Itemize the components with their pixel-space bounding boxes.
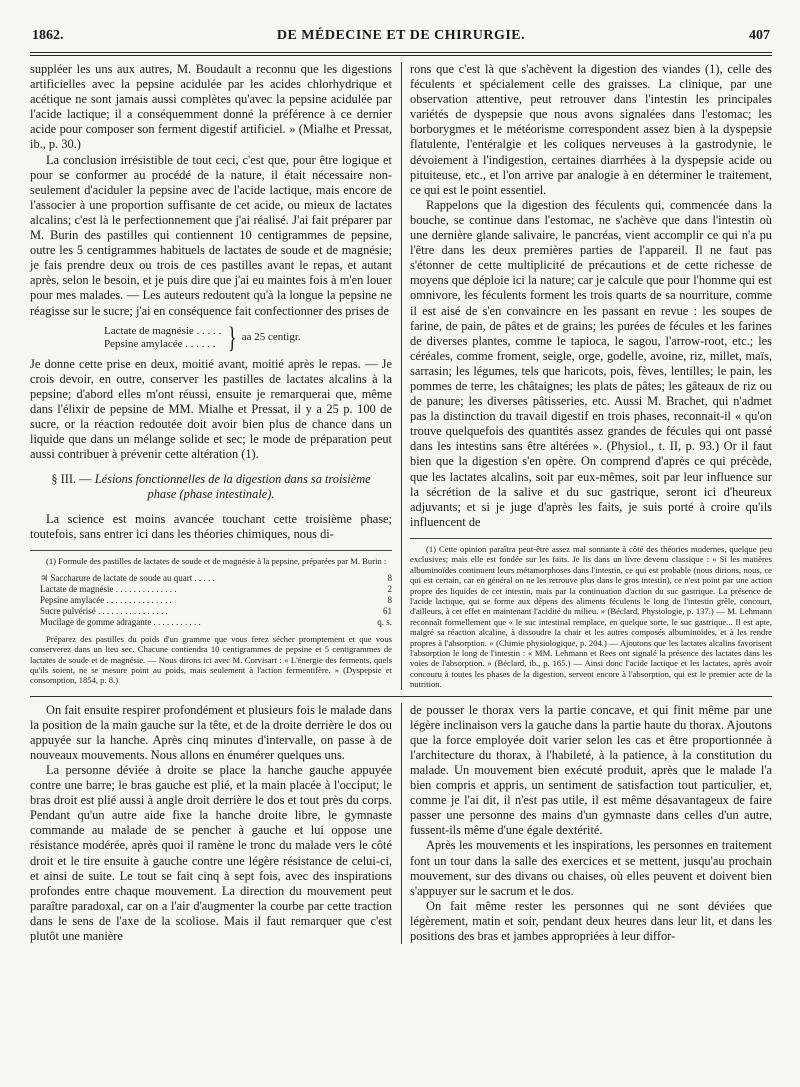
brace-glyph: } bbox=[228, 320, 237, 354]
column-divider bbox=[401, 703, 402, 945]
left-column-top bbox=[30, 62, 392, 690]
recipe-row: ♃ Saccharure de lactate de soude au quart . . . . . 8 bbox=[40, 572, 392, 583]
section-divider-rule bbox=[30, 696, 772, 697]
paragraph: suppléer les uns aux autres, M. Boudault a reconnu que les digestions artificielles avec la pepsine acidulée par les acides chlorhydrique et acétique ne sont jamais aussi complètes qu'avec la pepsine acidulée par l'acide lactique; il a conséquemment donné la préférence à ce dernier acide pour composer son ferment digestif artificiel. » (Mialhe et Pressat, ib., p. 30.) bbox=[30, 62, 392, 152]
recipe-row: Mucilage de gomme adragante . . . . . . . . . . . q. s. bbox=[40, 616, 392, 627]
footnote-intro: (1) Formule des pastilles de lactates de soude et de magnésie à la pepsine, préparées par M. Burin : bbox=[46, 556, 387, 567]
paragraph: Rappelons que la digestion des féculents qui, commencée dans la bouche, se continue dans l'estomac, ne s'achève que dans l'intestin où une dernière glande salivaire, le pancréas, vient accomplir ce qui n'a pu l'être dans les deux premières parties de l'appareil. Il ne faut pas s'étonner de cette multiplicité de précautions et de cette richesse de moyens que déploie ici la nature; car je calcule que pour l'homme qui est omnivore, les féculents forment les trois quarts de sa nourriture, comme il est aisé de s'en convaincre en les passant en revue : les soupes de farine, de pain, de pâtes et de grains; les purées de fécules et les farines de diverses plantes, comme le tapioca, le sagou, l'arrow-root, etc.; les céréales, comme froment, seigle, orge, godelle, avoine, riz, millet, maïs, sarrasin; les légumes, tels que haricots, pois, fèves, lentilles; le pain, les pommes de terre, les châtaignes; les plats de pâtes; les gâteaux de riz ou de panure; les diverses pâtisseries, etc. Aussi M. Brachet, qui n'admet pas la distinction du travail digestif en trois phases, reconnait-il « qu'on trouve quelquefois des quantités assez grandes de fécules qui ont passé dans les intestins sans être altérées ». (Physiol., t. II, p. 93.) Or il faut bien que la digestion s'en opère. On comprend d'après ce qui précède, que les lactates alcalins, soit par eux-mêmes, soit par leur influence sur la sécrétion de la salive et du suc gastrique, seront ici d'heureux adjuvants; et si je juge d'après les faits, je suis porté à croire qu'ils influencent de bbox=[410, 197, 772, 529]
paragraph: de pousser le thorax vers la partie concave, et qui finit même par une légère inclinaison vers la gauche dans la partie haute du thorax. Ajoutons que la force employée doit varier selon les cas et être proportionnée à l'architecture du thorax, à l'habileté, à la patience, à la constitution du malade. Un mouvement bien exécuté produit, après que le malade l'a bien compris et appris, un sentiment de satisfaction tout particulier, et, comme je l'ai dit, il n'est pas utile, il est même désavantageux de faire passer une personne des mains d'un gymnaste dans celles d'un autre, fussent-ils même d'une égale dextérité. bbox=[410, 702, 772, 838]
right-column-bottom bbox=[410, 703, 772, 945]
header-title: DE MÉDECINE ET DE CHIRURGIE. bbox=[276, 28, 526, 43]
top-columns bbox=[30, 62, 772, 690]
paragraph: On fait ensuite respirer profondément et plusieurs fois le malade dans la position de la main gauche sur la tête, et de la droite derrière le dos ou appuyée sur la hanche. Après cinq minutes d'intervalle, on passe à de nouveaux mouvements. Nous allons en énumérer quelques uns. bbox=[30, 702, 392, 762]
recipe-row: Pepsine amylacée . . . . . . . . . . . . . . . 8 bbox=[40, 594, 392, 605]
paragraph: La conclusion irrésistible de tout ceci, c'est que, pour être logique et pour se conformer au procédé de la nature, il était nécessaire non-seulement d'aciduler la pepsine avec de l'acide lactique, mais encore de l'associer à une proportion suffisante de cet acide, ou mieux de lactates alcalins; c'est là le perfectionnement que j'ai réalisé. J'ai fait préparer par M. Burin des pastilles qui contiennent 10 centigrammes de pepsine, outre les 5 centigrammes habituels de lactates de soude et de magnésie; je fais prendre deux ou trois de ces pastilles avant le repas, et autant après, selon le besoin, et je puis dire que j'ai eu maintes fois à m'en louer pour mes malades. — Les auteurs redoutent qu'à la longue la pepsine ne réagisse sur le sucre; j'ai en conséquence fait confectionner des prises de bbox=[30, 152, 392, 318]
footnote bbox=[30, 556, 392, 685]
paragraph: La science est moins avancée touchant cette troisième phase; toutefois, sans entrer ici dans les théories chimiques, nous di- bbox=[30, 512, 392, 542]
section-number: § III. — bbox=[51, 472, 92, 487]
page bbox=[30, 28, 772, 944]
paragraph: Je donne cette prise en deux, moitié avant, moitié après le repas. — Je crois devoir, en outre, conserver les pastilles de lactates alcalins à la pepsine; d'abord elles m'ont réussi, ensuite je remarquerai que, même dans l'élixir de pepsine de MM. Mialhe et Pressat, il y a 25 p. 100 de sucre, or la réaction redoutée doit avoir bien plus de chance dans un liquide que dans un mélange solide et sec; le mode de préparation peut aussi contribuer à prévenir cette altération (1). bbox=[30, 356, 392, 462]
footnote-body: Préparez des pastilles du poids d'un gramme que vous ferez sécher promptement et que vous conserverez dans un lieu sec. Chacune contiendra 10 centigrammes de pepsine et 5 centigrammes de lactates de soude et de magnésie. — Nous dirons ici avec M. Corvisart : « L'énergie des ferments, quels qu'ils soient, ne se mesure point au poids, mais seulement à l'action fermentifère. » (Dyspepsie et consomption, 1854, p. 8.) bbox=[30, 633, 392, 686]
formula-line: Lactate de magnésie . . . . . bbox=[104, 324, 222, 337]
page-number: 407 bbox=[749, 28, 770, 43]
running-head bbox=[30, 28, 772, 50]
formula-quantity: aa 25 centigr. bbox=[241, 331, 301, 344]
footnote-rule bbox=[410, 538, 772, 539]
dosage-formula bbox=[104, 320, 392, 354]
section-heading bbox=[38, 472, 384, 502]
paragraph: rons que c'est là que s'achèvent la digestion des viandes (1), celle des féculents et spécialement celle des graisses. La clinique, par une observation attentive, peut retrouver dans l'intestin les principales variétés de dyspepsie que nous avons signalées dans l'estomac; les borborygmes et le météorisme correspondent assez bien à la dyspepsie flatulente, l'entéralgie et les coliques nerveuses à la gastrodynie, le dévoiement à l'indigestion, certaines diarrhées à la dyspepsie acide ou pituiteuse, etc., et l'on arrive par analogie à en déterminer le traitement, ce qui est le point essentiel. bbox=[410, 62, 772, 197]
footnote-rule bbox=[30, 550, 392, 551]
recipe-row: Lactate de magnésie . . . . . . . . . . . . . . 2 bbox=[40, 583, 392, 594]
column-divider bbox=[401, 62, 402, 690]
paragraph: Après les mouvements et les inspirations, les personnes en traitement font un tour dans la salle des exercices et se mettent, jusqu'au prochain mouvement, sur des divans ou chaises, où elles peuvent et doivent bien s'appuyer sur le sacrum et le dos. bbox=[410, 838, 772, 898]
left-column-bottom bbox=[30, 703, 392, 945]
recipe-table bbox=[40, 573, 392, 628]
section-title: Lésions fonctionnelles de la digestion dans sa troisième phase (phase intestinale). bbox=[94, 472, 371, 502]
formula-line: Pepsine amylacée . . . . . . bbox=[104, 337, 216, 350]
footnote: (1) Cette opinion paraîtra peut-être assez mal sonnante à côté des théories modernes, quelque peu exclusives; mais elle est fondée sur les faits. Je lis dans un livre devenu classique : « Si les matières albuminoïdes continuent leurs métamorphoses dans l'intestin, ce qui est probable (nous dirions, nous, ce qui est certain, car en général on ne les retrouve plus dans le gros intestin), ce n'est point par une action propre des liquides de cet intestin, mais par la continuation d'action du suc gastrique. La présence de l'acide lactique, qui se forme aux dépens des aliments féculents le long de l'intestin grêle, concourt, d'ailleurs, à cet effet en maintenant l'acidité du milieu. » (Béclard, Physiologie, p. 137.) — M. Lehmann reconnaît formellement que « le suc intestinal remplace, en quelque sorte, le suc gastrique... Il est apte, malgré sa réaction alcaline, à dissoudre la chair et les autres composés albuminoïdes, et à les rendre propres à l'absorption. » (Chimie physiologique, p. 204.) — Ajoutons que les lactates alcalins favorisent l'absorption le long de l'intestin : « MM. Lehmann et Rees ont signalé la présence des lactates dans les voies de l'absorption. » (Béclard, ib., p. 165.) — Ainsi donc l'acide lactique et les lactates, après avoir concouru à toutes les phases de la digestion, servent encore à l'absorption, qui est le premier acte de la nutrition. bbox=[410, 543, 772, 690]
header-rule bbox=[30, 52, 772, 56]
right-column-top bbox=[410, 62, 772, 690]
bottom-columns bbox=[30, 703, 772, 945]
paragraph: La personne déviée à droite se place la hanche gauche appuyée contre une barre; le bras gauche est plié, et la main placée à l'occiput; le bras droit est plié aussi à angle droit derrière le dos et tout près du corps. Pendant qu'un autre aide fixe la hanche droite libre, le gymnaste commande au malade de se pencher à gauche et lui oppose une résistance modérée, après quoi il ramène le tronc du malade vers le côté droit et le tire ensuite à gauche contre une légère résistance de celui-ci, et ainsi de suite. Le tout se fait cinq à sept fois, avec des inspirations profondes entre chaque mouvement. La direction du mouvement peut paraître paradoxal, car on a l'air d'augmenter la courbe par cette traction dans le sens de l'axe de la scoliose. Mais il faut remarquer que c'est plutôt une manière bbox=[30, 762, 392, 943]
header-year: 1862. bbox=[32, 28, 64, 43]
paragraph: On fait même rester les personnes qui ne sont déviées que légèrement, matin et soir, pendant deux heures dans leur lit, et dans les positions des bras et jambes appropriées à leur diffor- bbox=[410, 898, 772, 943]
recipe-row: Sucre pulvérisé . . . . . . . . . . . . . . . . 61 bbox=[40, 605, 392, 616]
